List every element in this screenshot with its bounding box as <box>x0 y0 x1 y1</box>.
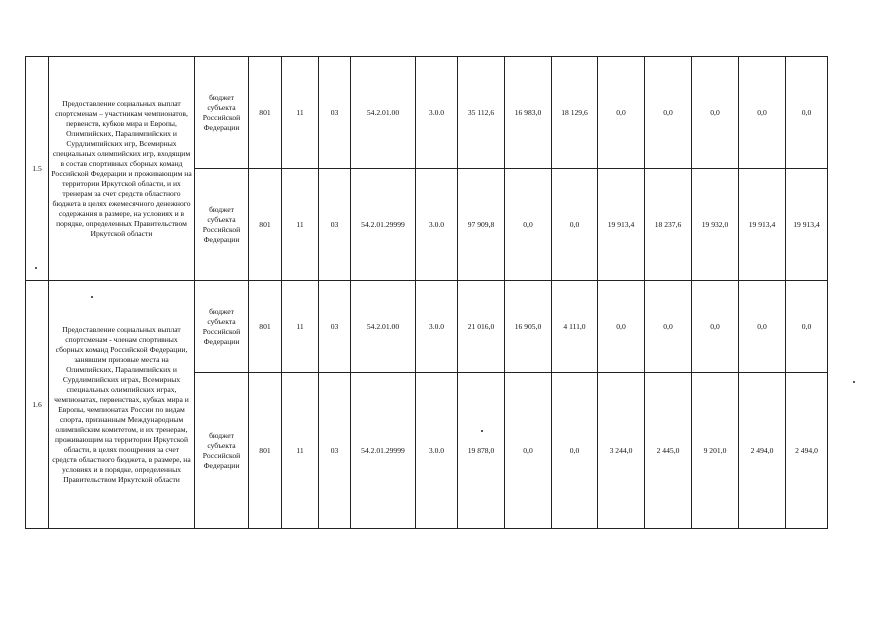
budget-level: бюджет субъекта Российской Федерации <box>195 373 249 529</box>
cell-year-3: 3 244,0 <box>598 373 645 529</box>
cell-subsection: 03 <box>319 169 351 281</box>
cell-total: 19 878,0 <box>458 373 505 529</box>
cell-year-3: 19 913,4 <box>598 169 645 281</box>
row-description: Предоставление социальных выплат спортсменам – участникам чемпионатов, первенств, кубков мира и Европы, Олимпийских, Паралимпийских и Сурдлимпийских игр, Всемирных специальных олимпийских игр, входящим в состав спортивных сборных команд Российской Федерации и проживающим на территории Иркутской области, и их тренерам за счет средств областного бюджета в целях ежемесячного денежного содержания в размере, на условиях и в порядке, определенных Правительством Иркутской области <box>49 57 195 281</box>
scan-speck <box>481 430 483 432</box>
cell-section: 11 <box>282 169 319 281</box>
cell-year-3: 0,0 <box>598 57 645 169</box>
cell-year-6: 0,0 <box>739 281 786 373</box>
table-row <box>26 281 828 373</box>
scan-speck <box>91 296 93 298</box>
scan-speck <box>853 381 855 383</box>
cell-year-6: 2 494,0 <box>739 373 786 529</box>
cell-year-7: 19 913,4 <box>786 169 828 281</box>
cell-target-article: 54.2.01.29999 <box>351 373 416 529</box>
cell-year-5: 19 932,0 <box>692 169 739 281</box>
budget-level: бюджет субъекта Российской Федерации <box>195 57 249 169</box>
cell-year-1: 0,0 <box>505 169 552 281</box>
cell-year-2: 4 111,0 <box>552 281 598 373</box>
scan-speck <box>35 267 37 269</box>
cell-year-4: 0,0 <box>645 57 692 169</box>
cell-year-4: 18 237,6 <box>645 169 692 281</box>
budget-level: бюджет субъекта Российской Федерации <box>195 281 249 373</box>
cell-total: 35 112,6 <box>458 57 505 169</box>
cell-year-7: 2 494,0 <box>786 373 828 529</box>
table-row <box>26 57 828 169</box>
cell-year-2: 18 129,6 <box>552 57 598 169</box>
cell-subsection: 03 <box>319 281 351 373</box>
cell-expense-type: 3.0.0 <box>416 57 458 169</box>
cell-year-2: 0,0 <box>552 169 598 281</box>
cell-year-1: 16 905,0 <box>505 281 552 373</box>
cell-expense-type: 3.0.0 <box>416 373 458 529</box>
cell-total: 97 909,8 <box>458 169 505 281</box>
cell-expense-type: 3.0.0 <box>416 169 458 281</box>
cell-target-article: 54.2.01.00 <box>351 57 416 169</box>
cell-grbs: 801 <box>249 281 282 373</box>
cell-total: 21 016,0 <box>458 281 505 373</box>
cell-section: 11 <box>282 281 319 373</box>
cell-year-6: 19 913,4 <box>739 169 786 281</box>
cell-grbs: 801 <box>249 169 282 281</box>
budget-table <box>25 56 828 529</box>
cell-year-7: 0,0 <box>786 57 828 169</box>
cell-expense-type: 3.0.0 <box>416 281 458 373</box>
cell-year-5: 0,0 <box>692 57 739 169</box>
cell-section: 11 <box>282 57 319 169</box>
budget-level: бюджет субъекта Российской Федерации <box>195 169 249 281</box>
cell-year-5: 9 201,0 <box>692 373 739 529</box>
cell-section: 11 <box>282 373 319 529</box>
row-description: Предоставление социальных выплат спортсменам - членам спортивных сборных команд Российской Федерации, занявшим призовые места на Олимпийских, Паралимпийских и Сурдлимпийских играх, Всемирных специальных олимпийских играх, чемпионатах, первенствах, кубках мира и Европы, чемпионатах России по видам спорта, признанным Международным олимпийским комитетом, и их тренерам, проживающим на территории Иркутской области, в целях поощрения за счет средств областного бюджета, в размере, на условиях и в порядке, определенных Правительством Иркутской области <box>49 281 195 529</box>
cell-target-article: 54.2.01.29999 <box>351 169 416 281</box>
cell-year-4: 2 445,0 <box>645 373 692 529</box>
cell-target-article: 54.2.01.00 <box>351 281 416 373</box>
cell-year-1: 16 983,0 <box>505 57 552 169</box>
cell-year-1: 0,0 <box>505 373 552 529</box>
cell-subsection: 03 <box>319 373 351 529</box>
cell-grbs: 801 <box>249 57 282 169</box>
cell-year-5: 0,0 <box>692 281 739 373</box>
cell-year-4: 0,0 <box>645 281 692 373</box>
cell-year-7: 0,0 <box>786 281 828 373</box>
row-number: 1.5 <box>26 57 49 281</box>
row-number: 1.6 <box>26 281 49 529</box>
cell-year-6: 0,0 <box>739 57 786 169</box>
cell-grbs: 801 <box>249 373 282 529</box>
cell-subsection: 03 <box>319 57 351 169</box>
cell-year-3: 0,0 <box>598 281 645 373</box>
cell-year-2: 0,0 <box>552 373 598 529</box>
